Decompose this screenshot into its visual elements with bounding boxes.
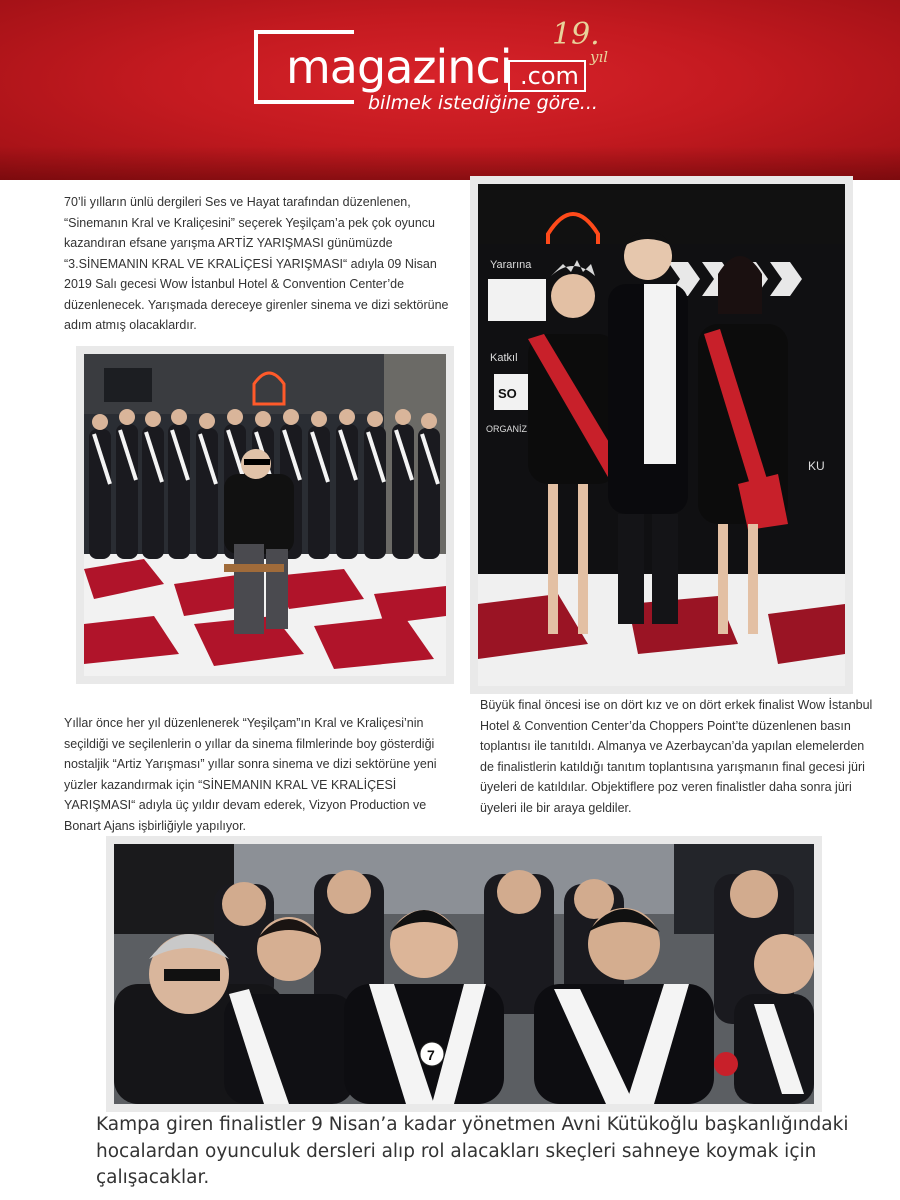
sponsor-text-3: SO bbox=[498, 386, 517, 401]
logo-tagline: bilmek istediğine göre... bbox=[368, 92, 598, 114]
photo-male-finalists-image bbox=[114, 844, 814, 1104]
article-paragraph-1: 70’li yılların ünlü dergileri Ses ve Hayat tarafından düzenlenen, “Sinemanın Kral ve Kraliçesini” seçerek Yeşilçam’a pek çok oyuncu kazandıran efsane yarışma ARTİZ YARIŞMASI günümüzde “3.SİNEMANIN KRAL VE KRALİÇESİ YARIŞMASI“ adıyla 09 Nisan 2019 Salı gecesi Wow İstanbul Hotel & Convention Center’de düzenlenecek. Yarışmada dereceye girenler sinema ve dizi sektörüne adım atmış olacaklardır. bbox=[64, 195, 449, 332]
sponsor-text-1: Yararına bbox=[490, 259, 532, 271]
header-shade bbox=[0, 146, 900, 180]
photo-group-finalists-image bbox=[84, 354, 446, 676]
site-header bbox=[0, 0, 900, 180]
wall-letters: KU bbox=[808, 459, 825, 473]
logo-anniversary: 19. bbox=[552, 17, 600, 52]
photo-king-queen bbox=[478, 184, 845, 686]
photo-caption: Kampa giren finalistler 9 Nisan’a kadar yönetmen Avni Kütükoğlu başkanlığındaki hocalardan oyunculuk dersleri alıp rol alacakları skeçleri sahneye koymak için çalışacaklar. bbox=[96, 1114, 849, 1188]
article-paragraph-3: Büyük final öncesi ise on dört kız ve on dört erkek finalist Wow İstanbul Hotel & Convention Center’da Choppers Point’te düzenlenen basın toplantısı ile tanıtıldı. Almanya ve Azerbaycan’da yapılan elemelerden de finalistlerin katıldığı tanıtım toplantısına yarışmanın final gecesi jüri üyeleri de katıldılar. Objektiflere poz veren finalistler daha sonra jüri üyeleri ile bir araya geldiler. bbox=[480, 698, 873, 815]
article-paragraph-2: Yıllar önce her yıl düzenlenerek “Yeşilçam”ın Kral ve Kraliçesi’nin seçildiği ve seçilenlerin o yıllar da sinema filmlerinde boy gösterdiği nostaljik “Artiz Yarışması” yıllar sonra sinema ve dizi sektörüne yeni yüzler kazandırmak için “SİNEMANIN KRAL VE KRALİÇESİ YARIŞMASI“ adıyla üç yıldır devam ederek, Vizyon Production ve Bonart Ajans işbirliğiyle yapılıyor. bbox=[64, 716, 437, 833]
photo-male-finalists bbox=[114, 844, 814, 1104]
sponsor-text-4: ORGANİZ bbox=[486, 424, 528, 434]
photo-group-finalists bbox=[84, 354, 446, 676]
photo-group-finalists-frame bbox=[76, 346, 454, 684]
logo-anniversary-suffix: yıl bbox=[590, 48, 609, 66]
sash-number-text: 7 bbox=[427, 1047, 435, 1063]
logo-wordmark[interactable]: magazinci bbox=[286, 40, 512, 94]
sponsor-text-2: Katkıl bbox=[490, 352, 518, 364]
logo-domain: .com bbox=[520, 62, 579, 90]
photo-king-queen-frame bbox=[470, 176, 853, 694]
photo-male-finalists-frame bbox=[106, 836, 822, 1112]
photo-king-queen-image bbox=[478, 184, 845, 686]
